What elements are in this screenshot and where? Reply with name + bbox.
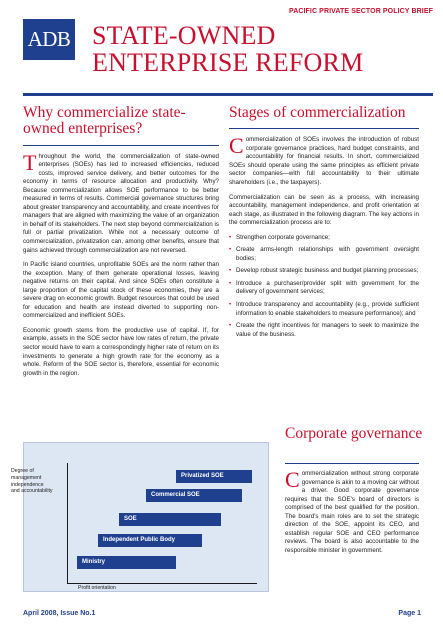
stage-independent-public-body: Independent Public Body [98,534,202,547]
left-column [23,105,219,384]
page-number: Page 1 [398,610,421,617]
paragraph [285,467,419,555]
stage-privatized-soe: Privatized SOE [176,470,252,483]
list-item: • Create the right incentives for managers to seek to maximize the value of the business. [229,322,419,339]
header-divider [23,93,433,96]
section-title-stages: Stages of commercialization [229,104,406,121]
paragraph-text: hroughout the world, the commercialization of state-owned enterprises (SOEs) has led to increased efficiencies, reduced costs, improved service delivery, and better outcomes for the economy in terms of resource allocation and productivity. Why? Because commercialization allows SOE performance to be better measured in terms of results. Commercial governance structures bring about greater transparency and accountability, and create incentives for managers that are aligned with maximizing the value of an organization in behalf of its stakeholders. The next step beyond commercialization is full or partial privatization. While not a necessary outcome of commercialization, privatization can, among other benefits, ensure that gains achieved through commercialization are not reversed. [23,152,219,254]
drop-cap: C [285,467,300,492]
diagram-y-axis [67,463,68,583]
page-title: STATE-OWNED ENTERPRISE REFORM [92,21,364,77]
issue-date: April 2008, Issue No.1 [23,610,96,617]
diagram-y-label: Degree of management independence and accountability [11,468,53,495]
list-item: • Introduce a purchaser/provider split with government for the delivery of government services; [229,280,419,297]
drop-cap: T [23,149,37,175]
paragraph-text: ommercialization of SOEs involves the introduction of robust corporate governance practices, hard budget constraints, and accountability for financial results. In short, commercialized SOEs should operate using the same principles as efficient private sector companies—with full accountability to their ultimate shareholders (i.e., the taxpayers). [229,136,419,186]
diagram-x-label: Profit orientation [78,585,116,591]
stage-soe: SOE [119,513,221,526]
section-title-why: Why commercialize state-owned enterprises? [23,104,186,138]
list-item: • Create arms-length relationships with government oversight bodies; [229,246,419,263]
section-divider [285,463,419,464]
list-item: • Strengthen corporate governance; [229,234,419,243]
diagram-x-axis [67,583,257,584]
section-divider [23,145,219,146]
right-column [229,105,419,344]
paragraph: In Pacific island countries, unprofitable SOEs are the norm rather than the exception. Many of them generate operational losses, leaving negative returns on their capital. And since SOEs often constitute a large proportion of the capital stock of these economies, they are a severe drag on economic growth. Budget resources that could be used for education and health are instead diverted to supporting non-commercialized and inefficient SOEs. [23,261,219,320]
stage-commercial-soe: Commercial SOE [146,489,242,502]
section-title-corporate-governance: Corporate governance [285,425,423,442]
list-item: • Introduce transparency and accountability (e.g., provide sufficient information to enable stakeholders to measure performance); and [229,301,419,318]
action-list [229,234,419,339]
series-title: PACIFIC PRIVATE SECTOR POLICY BRIEF [288,8,433,15]
stage-ministry: Ministry [77,556,176,569]
paragraph: Economic growth stems from the productive use of capital. If, for example, assets in the SOE sector have low rates of return, the private sector would have to earn a correspondingly higher rate of return on its investments to generate a high growth rate for the economy as a whole. Reform of the SOE sector is, therefore, essential for economic growth in the region. [23,326,219,377]
paragraph [229,133,419,187]
paragraph: Commercialization can be seen as a process, with increasing accountability, management independence, and profit orientation at each stage, as illustrated in the following diagram. The key actions in the commercialization process are to: [229,193,419,227]
paragraph [23,149,219,256]
section-divider [229,128,419,129]
paragraph-text: ommercialization without strong corporate governance is akin to a moving car without a driver. Good corporate governance requires that the SOE's board of directors is comprised of the best qualified for the position. The board's main roles are to set the strategic direction of the SOE, appoint its CEO, and establish regular SOE and CEO performance reviews. The board is also accountable to the responsible minister in government. [285,470,419,554]
adb-logo: ADB [23,19,75,60]
list-item: • Develop robust strategic business and budget planning processes; [229,267,419,276]
drop-cap: C [229,133,244,159]
